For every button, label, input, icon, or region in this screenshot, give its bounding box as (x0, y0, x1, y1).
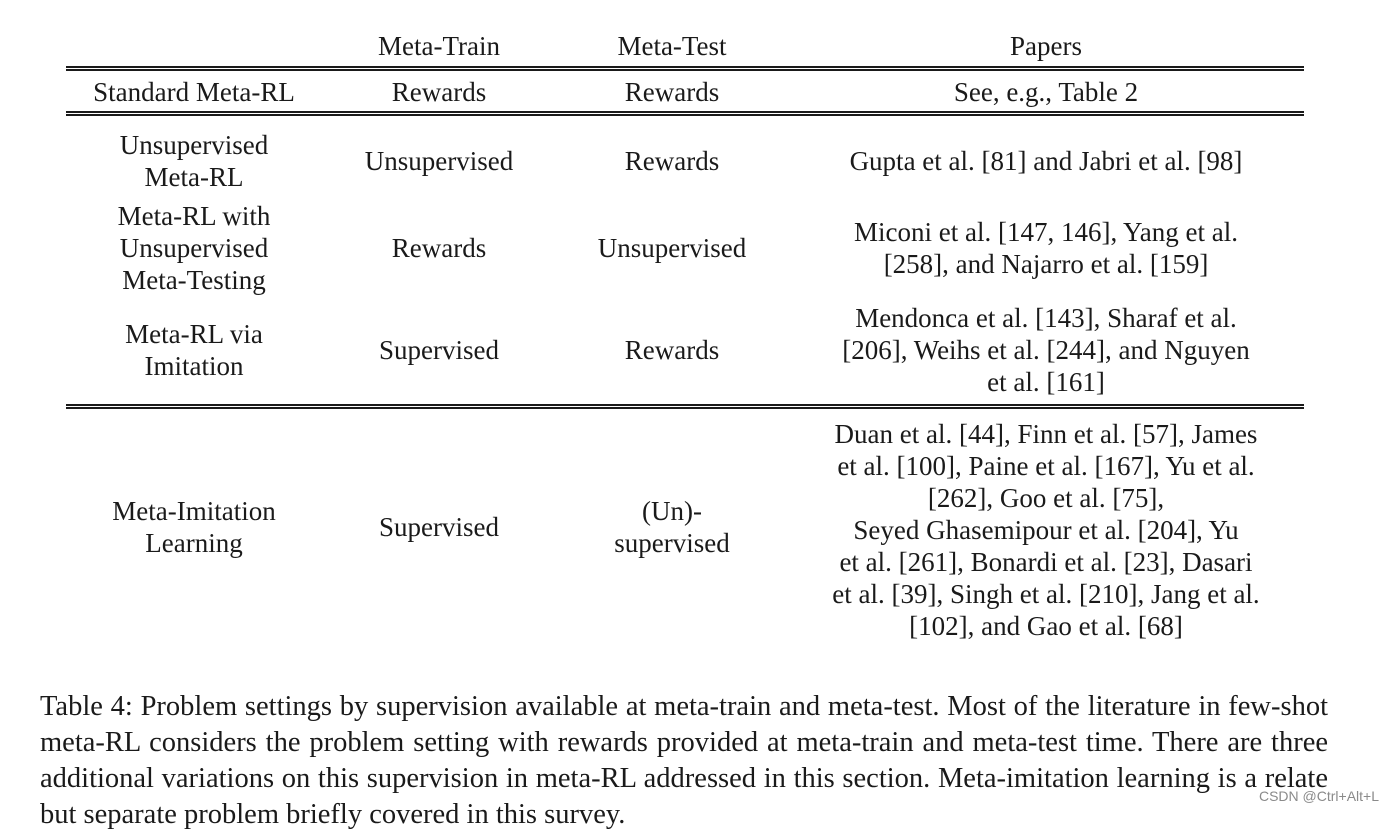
setting-cell: Standard Meta-RL (66, 69, 322, 114)
header-meta-train: Meta-Train (378, 31, 500, 61)
table-row (66, 296, 1304, 407)
meta-test-cell: Unsupervised (597, 233, 747, 263)
meta-test-cell: (Un)- supervised (556, 407, 788, 646)
table-header-row (66, 0, 1304, 69)
papers-cell: Miconi et al. [147, 146], Yang et al. [258], and Najarro et al. [159] (854, 217, 1238, 279)
setting-cell: Meta-Imitation Learning (66, 407, 322, 646)
setting-cell: Meta-RL via Imitation (125, 319, 263, 381)
meta-test-cell: Rewards (624, 335, 720, 365)
table-caption: Table 4: Problem settings by supervision available at meta-train and meta-test. Most of the literature in few-shot meta-RL considers the problem setting with rewards provided at meta-train and meta-test time. There are three additional variations on this supervision in meta-RL addressed in this section. Meta-imitation learning is a relate but separate problem briefly covered in this survey. (40, 690, 1328, 830)
table-row (66, 114, 1304, 201)
meta-test-cell: Rewards (556, 114, 788, 201)
header-papers: Papers (1010, 31, 1082, 61)
setting-cell: Meta-RL with Unsupervised Meta-Testing (117, 201, 271, 295)
watermark: CSDN @Ctrl+Alt+L (1258, 788, 1379, 804)
setting-cell: Unsupervised Meta-RL (66, 114, 322, 201)
meta-train-cell: Rewards (391, 233, 487, 263)
papers-cell: See, e.g., Table 2 (788, 69, 1304, 114)
table-row (66, 200, 1304, 296)
header-meta-test: Meta-Test (617, 31, 727, 61)
problem-settings-table (66, 0, 1304, 645)
table-row (66, 69, 1304, 114)
table-row (66, 407, 1304, 646)
problem-settings-table-container (66, 0, 1304, 645)
meta-test-cell: Rewards (556, 69, 788, 114)
papers-cell: Mendonca et al. [143], Sharaf et al. [206], Weihs et al. [244], and Nguyen et al. [161] (842, 303, 1250, 397)
meta-train-cell: Rewards (322, 69, 556, 114)
papers-cell: Duan et al. [44], Finn et al. [57], James et al. [100], Paine et al. [167], Yu et al. [262], Goo et al. [75], Seyed Ghasemipour et al. [204], Yu et al. [261], Bonardi et al. [23], Dasari et al. [39], Singh et al. [210], Jang et al. [102], and Gao et al. [68] (788, 407, 1304, 646)
papers-cell: Gupta et al. [81] and Jabri et al. [98] (788, 114, 1304, 201)
header-setting (66, 0, 322, 69)
meta-train-cell: Unsupervised (322, 114, 556, 201)
meta-train-cell: Supervised (322, 407, 556, 646)
meta-train-cell: Supervised (379, 335, 499, 365)
